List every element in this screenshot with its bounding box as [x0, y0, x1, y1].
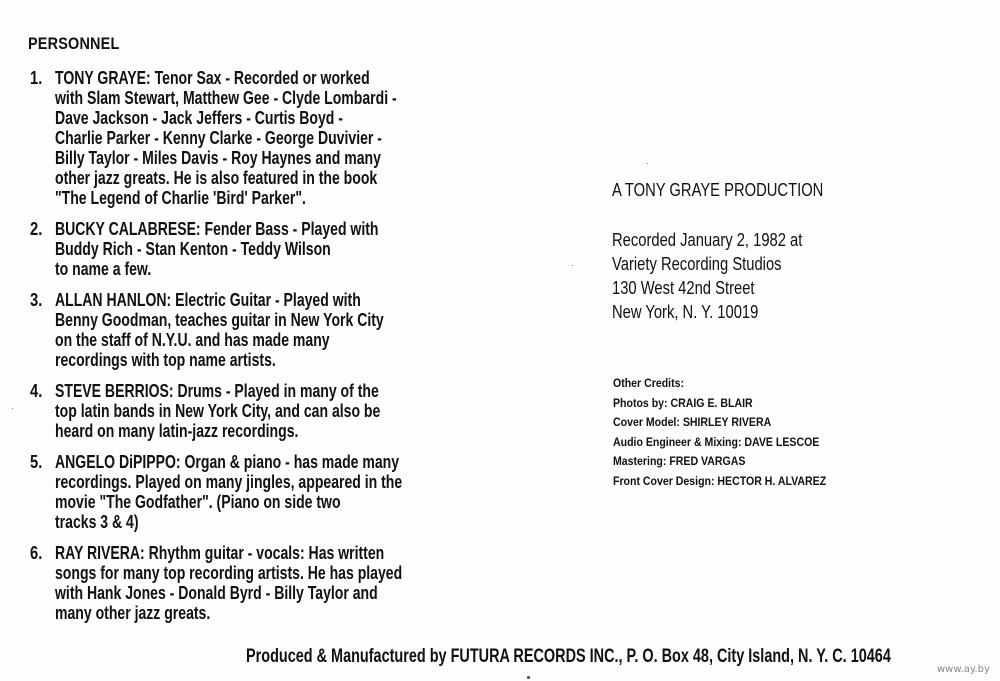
entry-line: Charlie Parker - Kenny Clarke - George Duvivier -	[55, 128, 382, 148]
print-speck	[647, 163, 648, 164]
personnel-entry	[30, 543, 500, 623]
entry-line: with Hank Jones - Donald Byrd - Billy Taylor and	[55, 583, 378, 603]
recording-info	[612, 228, 844, 324]
production-title: A TONY GRAYE PRODUCTION	[612, 180, 824, 200]
entry-line: tracks 3 & 4)	[55, 512, 139, 532]
print-speck	[527, 676, 530, 679]
recording-line: Recorded January 2, 1982 at	[612, 230, 803, 250]
entry-number: 5.	[30, 452, 43, 472]
entry-line: Billy Taylor - Miles Davis - Roy Haynes and many	[55, 148, 381, 168]
watermark: www.ay.by	[937, 664, 990, 675]
entry-line: RAY RIVERA: Rhythm guitar - vocals: Has written	[55, 543, 385, 563]
recording-line: New York, N. Y. 10019	[612, 302, 759, 322]
entry-line: Buddy Rich - Stan Kenton - Teddy Wilson	[55, 239, 331, 259]
personnel-entry	[30, 68, 500, 208]
entry-line: other jazz greats. He is also featured in the book	[55, 168, 378, 188]
credit-item: Front Cover Design: HECTOR H. ALVAREZ	[613, 473, 827, 488]
entry-line: "The Legend of Charlie 'Bird' Parker".	[55, 188, 306, 208]
recording-line: Variety Recording Studios	[612, 254, 782, 274]
credit-item: Mastering: FRED VARGAS	[613, 454, 746, 469]
entry-line: recordings. Played on many jingles, appeared in the	[55, 472, 403, 492]
entry-line: heard on many latin-jazz recordings.	[55, 421, 299, 441]
other-credits	[613, 374, 855, 492]
credit-item: Photos by: CRAIG E. BLAIR	[613, 395, 753, 410]
entry-line: songs for many top recording artists. He has played	[55, 563, 403, 583]
personnel-entry	[30, 290, 500, 370]
entry-line: to name a few.	[55, 259, 152, 279]
entry-number: 3.	[30, 290, 43, 310]
entry-line: Dave Jackson - Jack Jeffers - Curtis Boyd -	[55, 108, 343, 128]
entry-line: STEVE BERRIOS: Drums - Played in many of the	[55, 381, 379, 401]
entry-line: Benny Goodman, teaches guitar in New York City	[55, 310, 384, 330]
credits-heading: Other Credits:	[613, 376, 685, 390]
entry-line: recordings with top name artists.	[55, 350, 276, 370]
credit-item: Audio Engineer & Mixing: DAVE LESCOE	[613, 434, 820, 449]
personnel-list	[30, 68, 500, 634]
personnel-entry	[30, 219, 500, 279]
print-speck	[12, 408, 13, 409]
entry-line: ALLAN HANLON: Electric Guitar - Played with	[55, 290, 361, 310]
entry-number: 4.	[30, 381, 43, 401]
entry-line: BUCKY CALABRESE: Fender Bass - Played with	[55, 219, 379, 239]
manufacturer-footer: Produced & Manufactured by FUTURA RECORDS INC., P. O. Box 48, City Island, N. Y. C. 10464	[246, 646, 891, 667]
entry-number: 2.	[30, 219, 43, 239]
personnel-entry	[30, 381, 500, 441]
entry-line: on the staff of N.Y.U. and has made many	[55, 330, 330, 350]
personnel-entry	[30, 452, 500, 532]
entry-line: ANGELO DiPIPPO: Organ & piano - has made many	[55, 452, 400, 472]
entry-number: 1.	[30, 68, 43, 88]
entry-line: with Slam Stewart, Matthew Gee - Clyde Lombardi -	[55, 88, 397, 108]
credit-item: Cover Model: SHIRLEY RIVERA	[613, 415, 772, 430]
entry-line: top latin bands in New York City, and can also be	[55, 401, 381, 421]
print-speck	[572, 265, 573, 266]
entry-line: many other jazz greats.	[55, 603, 211, 623]
entry-line: movie "The Godfather". (Piano on side two	[55, 492, 341, 512]
recording-line: 130 West 42nd Street	[612, 278, 755, 298]
entry-number: 6.	[30, 543, 43, 563]
entry-line: TONY GRAYE: Tenor Sax - Recorded or worked	[55, 68, 370, 88]
personnel-heading: PERSONNEL	[28, 34, 120, 53]
